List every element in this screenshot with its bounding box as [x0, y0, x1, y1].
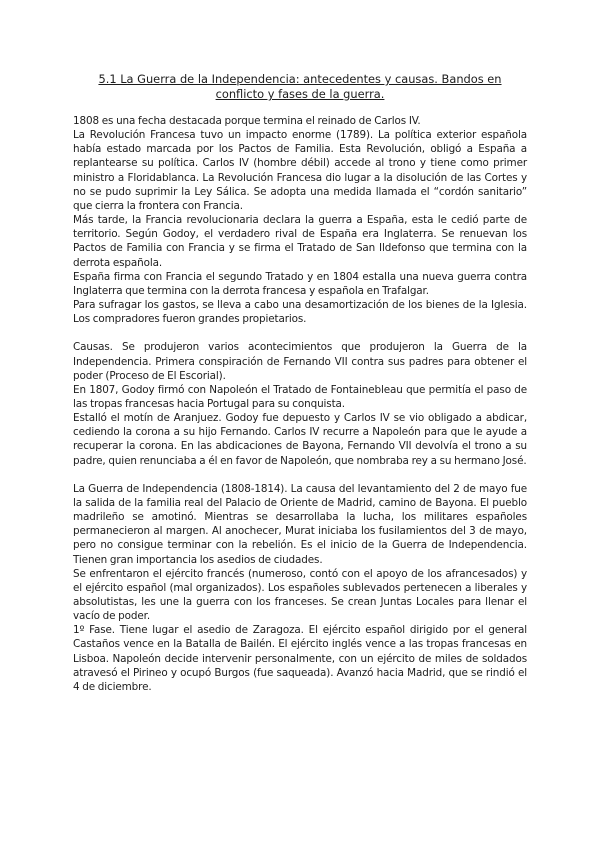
- paragraph: La Guerra de Independencia (1808-1814). La causa del levantamiento del 2 de mayo fue la salida de la familia real del Palacio de Oriente de Madrid, camino de Bayona. El pueblo madrileño se amotinó. Mientras se desarrollaba la lucha, los militares españoles permanecieron al margen. Al anochecer, Murat iniciaba los fusilamientos del 3 de mayo, pero no consigue terminar con la rebelión. Es el inicio de la Guerra de Independencia. Tienen gran importancia los asedios de ciudades.: [73, 482, 527, 566]
- paragraph: Se enfrentaron el ejército francés (numeroso, contó con el apoyo de los afrancesados) y el ejército español (mal organizados). Los españoles sublevados pertenecen a liberales y absolutistas, les une la guerra con los franceses. Se crean Juntas Locales para llenar el vacío de poder.: [73, 567, 527, 623]
- document-body: [73, 114, 527, 694]
- section-gap: [73, 468, 527, 482]
- paragraph: Para sufragar los gastos, se lleva a cabo una desamortización de los bienes de la Iglesia. Los compradores fueron grandes propietarios.: [73, 299, 527, 326]
- paragraph: En 1807, Godoy firmó con Napoleón el Tratado de Fontainebleau que permitía el paso de las tropas francesas hacia Portugal para su conquista.: [73, 383, 527, 410]
- paragraph: 1º Fase. Tiene lugar el asedio de Zaragoza. El ejército español dirigido por el general Castaños vence en la Batalla de Bailén. El ejército inglés vence a las tropas francesas en Lisboa. Napoleón decide intervenir personalmente, con un ejército de miles de soldados atravesó el Pirineo y ocupó Burgos (fue saqueada). Avanzó hacia Madrid, que se rindió el 4 de diciembre.: [73, 624, 527, 693]
- document-title: 5.1 La Guerra de la Independencia: antecedentes y causas. Bandos en conflicto y fases de la guerra.: [98, 72, 502, 101]
- paragraph: Estalló el motín de Aranjuez. Godoy fue depuesto y Carlos IV se vio obligado a abdicar, cediendo la corona a su hijo Fernando. Carlos IV recurre a Napoleón para que le ayude a recuperar la corona. En las abdicaciones de Bayona, Fernando VII devolvía el trono a su padre, quien renunciaba a él en favor de Napoleón, que nombraba rey a su hermano José.: [73, 412, 527, 467]
- paragraph: Más tarde, la Francia revolucionaria declara la guerra a España, esta le cedió parte de territorio. Según Godoy, el verdadero rival de España era Inglaterra. Se renuevan los Pactos de Familia con Francia y se firma el Tratado de San Ildefonso que termina con la derrota española.: [73, 214, 527, 269]
- paragraph: La Revolución Francesa tuvo un impacto enorme (1789). La política exterior española había estado marcada por los Pactos de Familia. Esta Revolución, obligó a España a replantearse su política. Carlos IV (hombre débil) accede al trono y tiene como primer ministro a Floridablanca. La Revolución Francesa dio lugar a la disolución de las Cortes y no se pudo suprimir la Ley Sálica. Se adopta una medida llamada el “cordón sanitario” que cierra la frontera con Francia.: [73, 129, 527, 212]
- paragraph: Causas. Se produjeron varios acontecimientos que produjeron la Guerra de la Independencia. Primera conspiración de Fernando VII contra sus padres para obtener el poder (Proceso de El Escorial).: [73, 341, 527, 382]
- section-gap: [73, 326, 527, 340]
- paragraph: España firma con Francia el segundo Tratado y en 1804 estalla una nueva guerra contra Inglaterra que termina con la derrota francesa y española en Trafalgar.: [73, 270, 527, 297]
- paragraph: 1808 es una fecha destacada porque termina el reinado de Carlos IV.: [73, 115, 421, 127]
